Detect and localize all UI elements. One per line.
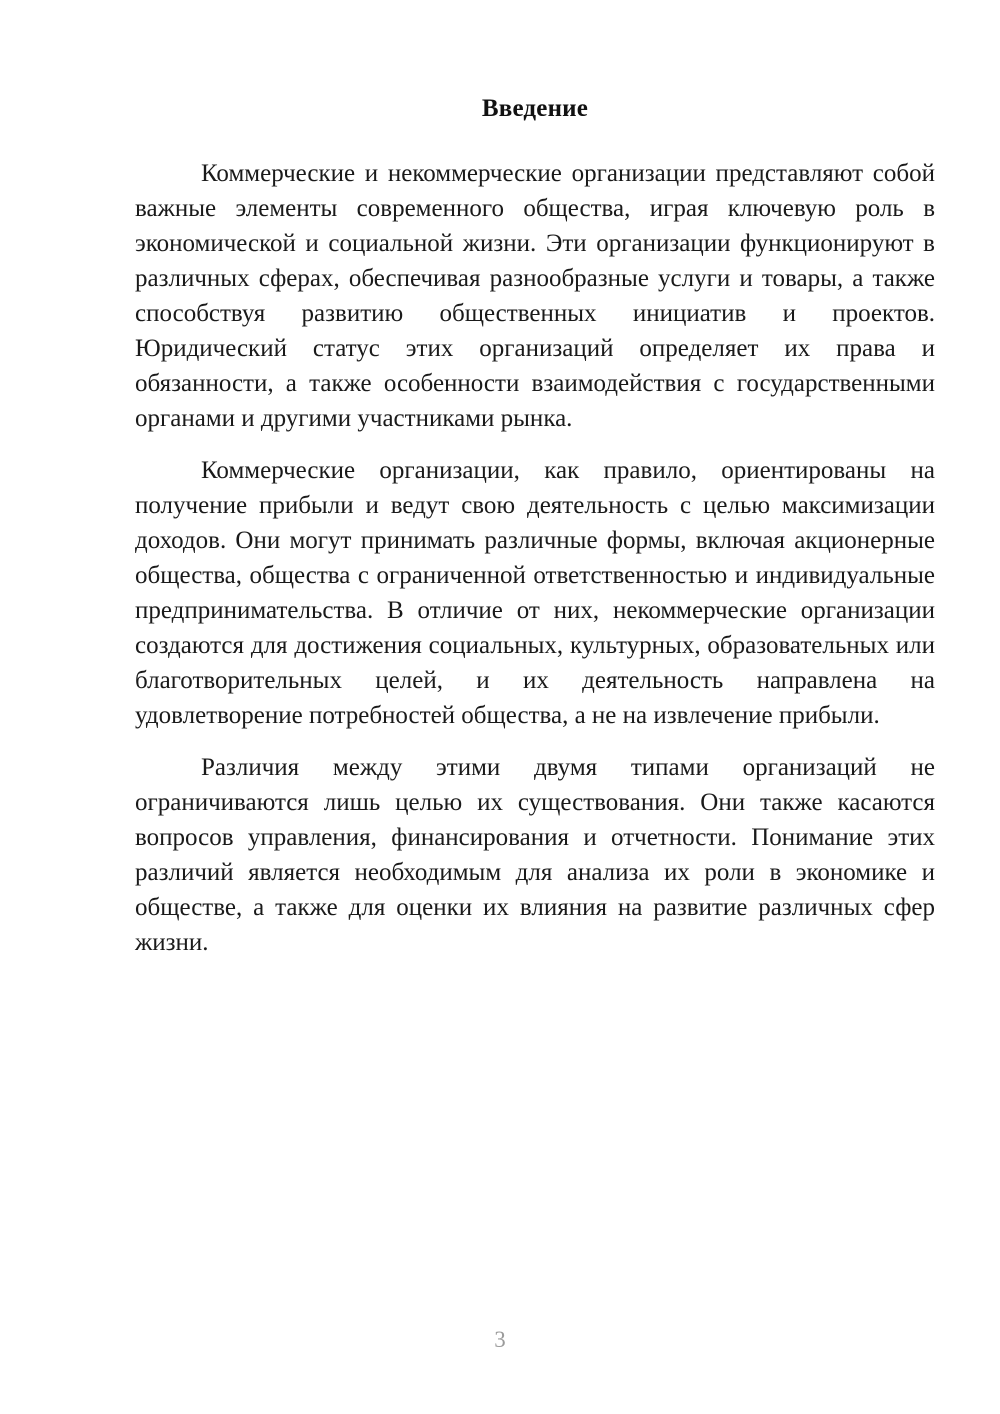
- body-paragraph-2: Коммерческие организации, как правило, ориентированы на получение прибыли и ведут свою деятельность с целью максимизации доходов. Они могут принимать различные формы, включая акционерные общества, общества с ограниченной ответственностью и индивидуальные предпринимательства. В отличие от них, некоммерческие организации создаются для достижения социальных, культурных, образовательных или благотворительных целей, и их деятельность направлена на удовлетворение потребностей общества, а не на извлечение прибыли.: [135, 457, 935, 729]
- page-body: [135, 92, 935, 960]
- body-paragraph-1: Коммерческие и некоммерческие организации представляют собой важные элементы современного общества, играя ключевую роль в экономической и социальной жизни. Эти организации функционируют в различных сферах, обеспечивая разнообразные услуги и товары, а также способствуя развитию общественных инициатив и проектов. Юридический статус этих организаций определяет их права и обязанности, а также особенности взаимодействия с государственными органами и другими участниками рынка.: [135, 160, 935, 432]
- page-number: 3: [494, 1327, 506, 1352]
- page-title: Введение: [481, 95, 589, 122]
- body-paragraph-3: Различия между этими двумя типами организаций не ограничиваются лишь целью их существования. Они также касаются вопросов управления, финансирования и отчетности. Понимание этих различий является необходимым для анализа их роли в экономике и обществе, а также для оценки их влияния на развитие различных сфер жизни.: [135, 754, 935, 956]
